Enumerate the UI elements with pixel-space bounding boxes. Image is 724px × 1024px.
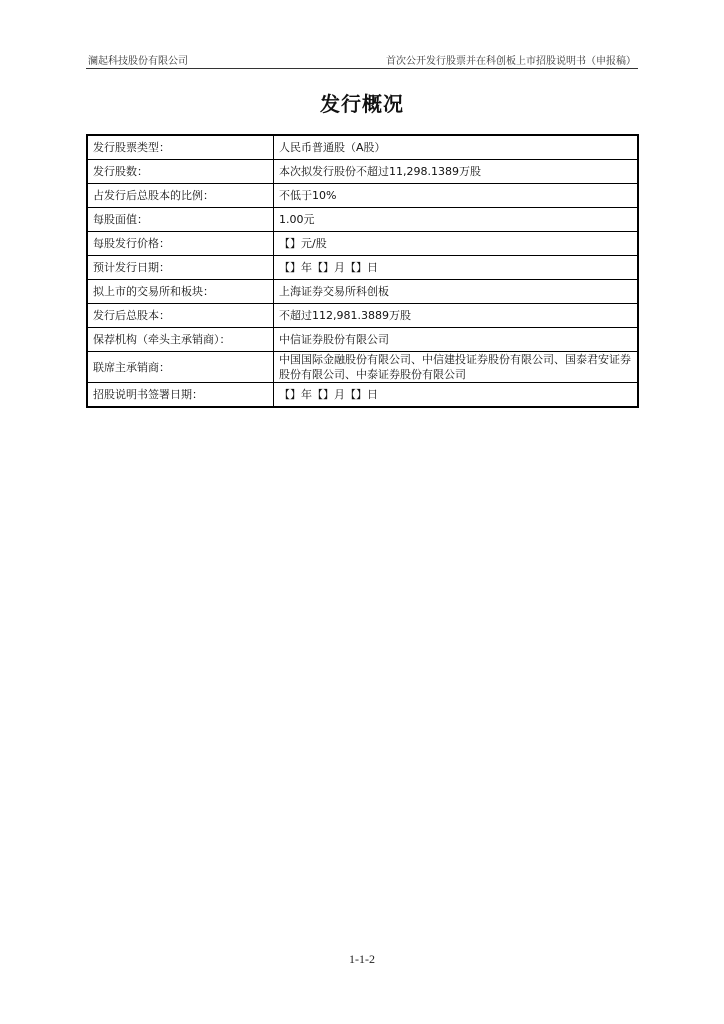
row-value: 【】元/股 [274,232,639,256]
table-row [87,352,638,383]
row-value: 上海证券交易所科创板 [274,280,639,304]
row-value: 本次拟发行股份不超过11,298.1389万股 [274,160,639,184]
table-row [87,232,638,256]
row-label: 每股面值： [87,208,274,232]
issuance-overview-table [86,134,639,408]
row-label: 保荐机构（牵头主承销商）： [87,328,274,352]
row-label: 拟上市的交易所和板块： [87,280,274,304]
header-document-title: 首次公开发行股票并在科创板上市招股说明书（申报稿） [386,56,636,67]
row-value: 不低于10% [274,184,639,208]
table-row [87,256,638,280]
row-label: 招股说明书签署日期： [87,383,274,408]
row-label: 发行股票类型： [87,135,274,160]
row-value: 中信证券股份有限公司 [274,328,639,352]
row-value: 【】年【】月【】日 [274,383,639,408]
row-value: 【】年【】月【】日 [274,256,639,280]
table-row [87,328,638,352]
row-label: 发行股数： [87,160,274,184]
row-value: 人民币普通股（A股） [274,135,639,160]
table-row [87,383,638,408]
table-row [87,280,638,304]
row-label: 占发行后总股本的比例： [87,184,274,208]
table-row [87,304,638,328]
row-value: 不超过112,981.3889万股 [274,304,639,328]
row-label: 联席主承销商： [87,352,274,383]
table-row [87,208,638,232]
row-label: 发行后总股本： [87,304,274,328]
row-value: 中国国际金融股份有限公司、中信建投证券股份有限公司、国泰君安证券股份有限公司、中泰证券股份有限公司 [274,352,639,383]
page-title: 发行概况 [320,92,404,116]
table-row [87,160,638,184]
table-row [87,184,638,208]
page-number: 1-1-2 [349,952,375,966]
row-label: 预计发行日期： [87,256,274,280]
header-company-name: 澜起科技股份有限公司 [88,56,188,67]
page-header [86,50,638,69]
row-label: 每股发行价格： [87,232,274,256]
table-row [87,135,638,160]
row-value: 1.00元 [274,208,639,232]
